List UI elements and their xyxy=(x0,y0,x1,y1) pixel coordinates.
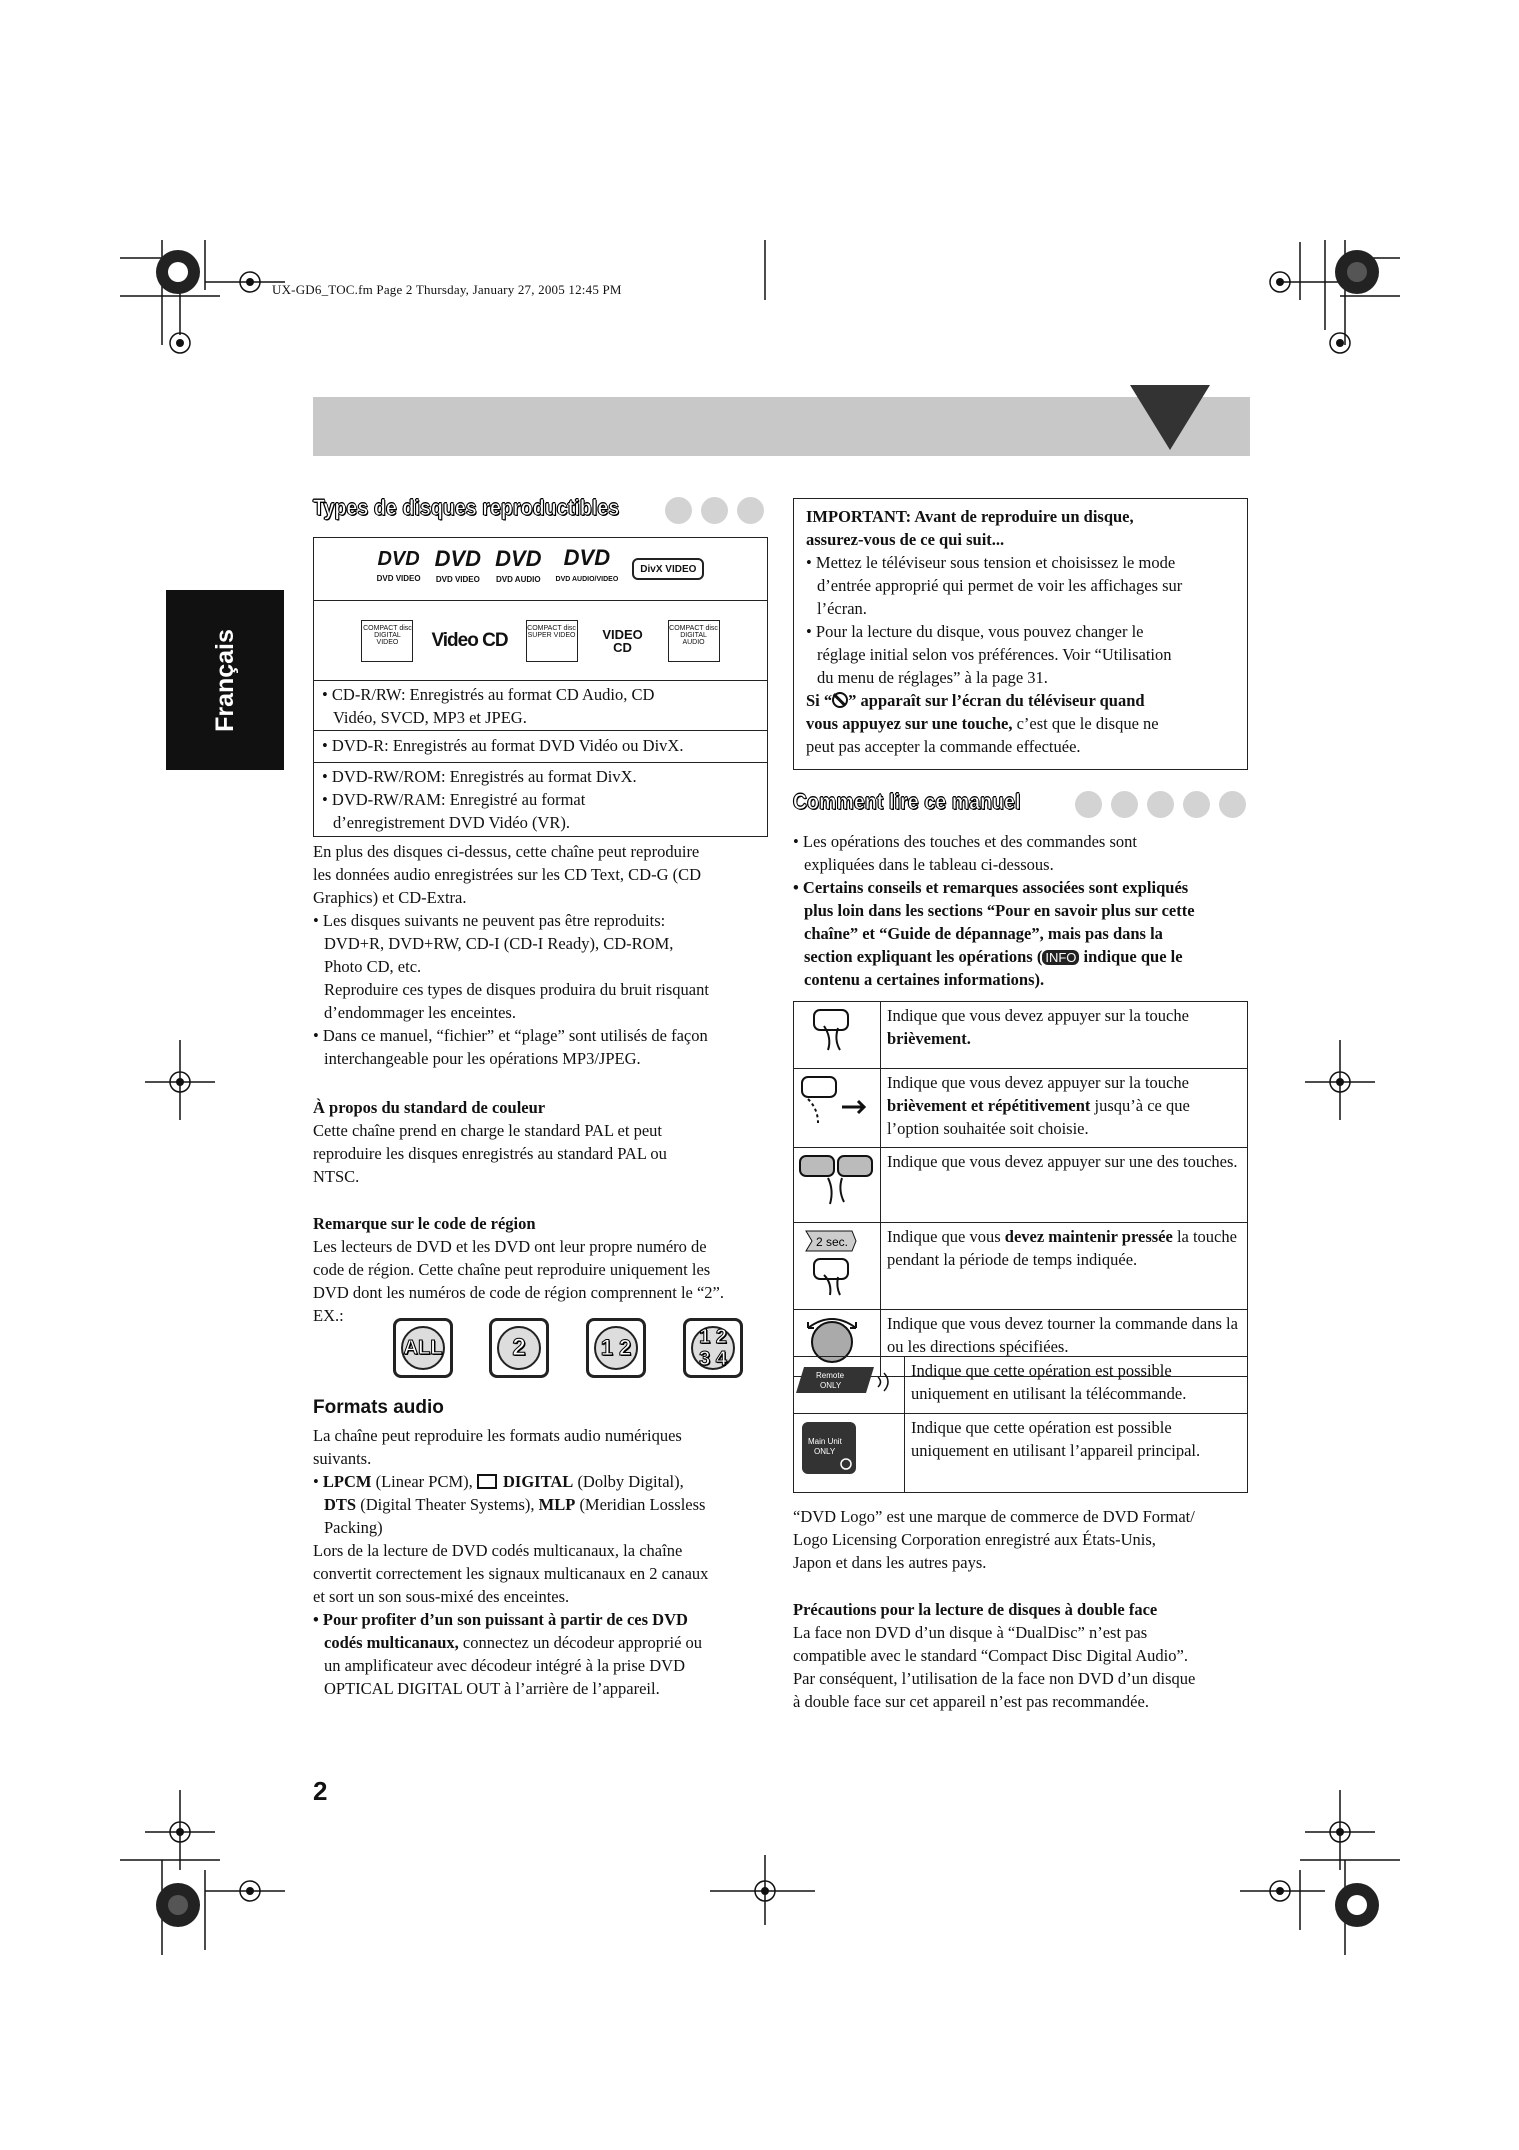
svg-text:Remote: Remote xyxy=(816,1371,845,1380)
manual-intro: • Les opérations des touches et des commandes sont expliquées dans le tableau ci-dessous. • Certains conseils et remarques associées sont expliqués plus loin dans les sections “Pour en savoir plus sur cette chaîne” et “Guide de dépannage”, mais pas dans la section expliquant les opérations ( INFO indique que le contenu a certaines informations). xyxy=(793,832,1195,989)
divx-logo: DivX VIDEO xyxy=(632,558,704,580)
table-row: Remote ONLY Indique que cette opération est possible uniquement en utilisant la télécommande. xyxy=(794,1357,1248,1414)
video-cd-disc-logo: VIDEO CD xyxy=(602,626,643,655)
prohibited-icon xyxy=(832,692,848,708)
cd-digital-audio-logo: COMPACT disc DIGITAL AUDIO xyxy=(668,620,720,662)
dvd-audio-logo: DVD DVD AUDIO xyxy=(495,545,542,584)
remote-only-icon xyxy=(794,1357,904,1407)
remote-main-table xyxy=(793,1356,1248,1493)
svg-text:2 sec.: 2 sec. xyxy=(816,1235,849,1249)
side-tab-language xyxy=(166,590,284,770)
region-1-2-3-4-icon: 1 2 3 4 xyxy=(683,1318,743,1378)
dualdisc-section: Précautions pour la lecture de disques à double face La face non DVD d’un disque à “DualDisc” n’est pas compatible avec le standard “Compact Disc Digital Audio”. Par conséquent, l’utilisation de la face non DVD d’un disque à double face sur cet appareil n’est pas recommandée. xyxy=(793,1600,1196,1711)
table-row: 2 sec. Indique que vous devez maintenir pressée la touche pendant la période de temps indiquée. xyxy=(794,1223,1248,1310)
table-row: Main Unit ONLY Indique que cette opération est possible uniquement en utilisant l’appareil principal. xyxy=(794,1414,1248,1493)
press-icon xyxy=(794,1002,880,1062)
table-row: Indique que vous devez tourner la commande dans la ou les directions spécifiées. xyxy=(794,1310,1248,1377)
cd-digital-video-logo: COMPACT disc DIGITAL VIDEO xyxy=(361,620,413,662)
important-box: IMPORTANT: Avant de reproduire un disque, assurez-vous de ce qui suit... • Mettez le téléviseur sous tension et choisissez le mode d’entrée approprié qui permet de voir les affichages sur l’écran. • Pour la lecture du disque, vous pouvez changer le réglage initial selon vos préférences. Voir “Utilisation du menu de réglages” à la page 31. Si “ ” apparaît sur l’écran du téléviseur quand vous appuyez sur une touche, c’est que le disque ne peut pas accepter la commande effectuée. xyxy=(793,498,1248,770)
disc-types-box xyxy=(313,537,768,837)
press-one-of-icon xyxy=(794,1148,880,1216)
top-band xyxy=(313,397,1250,456)
press-repeat-icon xyxy=(794,1069,880,1141)
cd-super-video-logo: COMPACT disc SUPER VIDEO xyxy=(526,620,578,662)
cd-logos-row xyxy=(314,600,767,680)
color-standard-title: À propos du standard de couleur xyxy=(313,1098,546,1117)
svg-text:Main Unit: Main Unit xyxy=(808,1437,842,1446)
dvd-audio-video-logo: DVD DVD AUDIO/VIDEO xyxy=(555,545,619,583)
audio-formats-title: Formats audio xyxy=(313,1397,444,1418)
disc-row-cdr: • CD-R/RW: Enregistrés au format CD Audio, CD Vidéo, SVCD, MP3 et JPEG. xyxy=(314,680,767,730)
table-row: Indique que vous devez appuyer sur la touche brièvement. xyxy=(794,1002,1248,1069)
hold-icon xyxy=(794,1223,880,1303)
dvd-logos-row xyxy=(314,538,767,600)
region-2-icon: 2 xyxy=(489,1318,549,1378)
main-unit-only-icon xyxy=(794,1414,904,1486)
file-info-line: UX-GD6_TOC.fm Page 2 Thursday, January 27, 2005 12:45 PM xyxy=(272,282,622,297)
region-1-2-icon: 1 2 xyxy=(586,1318,646,1378)
intro-text: En plus des disques ci-dessus, cette chaîne peut reproduire les données audio enregistrées sur les CD Text, CD-G (CD Graphics) et CD-Extra. • Les disques suivants ne peuvent pas être reproduits: DVD+R, DVD+RW, CD-I (CD-I Ready), CD-ROM, Photo CD, etc. Reproduire ces types de disques produira du bruit risquant d’endommager les enceintes. • Dans ce manuel, “fichier” et “plage” sont utilisés de façon interchangeable pour les opérations MP3/JPEG. xyxy=(313,842,709,1068)
region-icons xyxy=(393,1318,753,1384)
dolby-icon xyxy=(477,1474,497,1489)
region-section: Remarque sur le code de région Les lecteurs de DVD et les DVD ont leur propre numéro de code de région. Cette chaîne peut reproduire uniquement les DVD dont les numéros de code de région comprennent le “2”. EX.: xyxy=(313,1214,724,1325)
types-heading-row xyxy=(313,495,768,531)
dvd-video-logo-2: DVD DVD VIDEO xyxy=(434,545,482,584)
info-badge: INFO xyxy=(1042,950,1079,965)
operations-table xyxy=(793,1001,1248,1377)
video-cd-logo: Video CD xyxy=(431,629,508,651)
disc-row-dvdrw: • DVD-RW/ROM: Enregistrés au format DivX. • DVD-RW/RAM: Enregistré au format d’enregistrement DVD Vidéo (VR). xyxy=(314,762,767,836)
table-row: Indique que vous devez appuyer sur une des touches. xyxy=(794,1148,1248,1223)
color-standard-section: À propos du standard de couleur Cette chaîne prend en charge le standard PAL et peut reproduire les disques enregistrés au standard PAL ou NTSC. xyxy=(313,1098,667,1186)
audio-formats-heading xyxy=(313,1397,444,1419)
table-row: Indique que vous devez appuyer sur la touche brièvement et répétitivement jusqu’à ce que l’option souhaitée soit choisie. xyxy=(794,1069,1248,1148)
audio-formats-text: La chaîne peut reproduire les formats audio numériques suivants. • LPCM (Linear PCM), DIGITAL (Dolby Digital), DTS (Digital Theater Systems), MLP (Meridian Lossless Packing) Lors de la lecture de DVD codés multicanaux, la chaîne convertit correctement les signaux multicanaux en 2 canaux et sort un son sous-mixé des enceintes. • Pour profiter d’un son puissant à partir de ces DVD codés multicanaux, connectez un décodeur approprié ou un amplificateur avec décodeur intégré à la prise DVD OPTICAL DIGITAL OUT à l’arrière de l’appareil. xyxy=(313,1426,709,1698)
svg-text:ONLY: ONLY xyxy=(820,1381,842,1390)
types-heading: Types de disques reproductibles xyxy=(313,495,620,520)
manual-heading-row xyxy=(793,789,1248,825)
side-tab-label: Français xyxy=(210,628,239,732)
dvd-logo-trademark: “DVD Logo” est une marque de commerce de DVD Format/ Logo Licensing Corporation enregistré aux États-Unis, Japon et dans les autres pays. xyxy=(793,1507,1195,1572)
svg-text:ONLY: ONLY xyxy=(814,1447,836,1456)
arrow-down-icon xyxy=(1130,385,1250,457)
dualdisc-title: Précautions pour la lecture de disques à double face xyxy=(793,1600,1158,1619)
manual-heading: Comment lire ce manuel xyxy=(793,789,1021,814)
disc-row-dvdr: • DVD-R: Enregistrés au format DVD Vidéo ou DivX. xyxy=(314,730,767,762)
page-number: 2 xyxy=(313,1776,328,1806)
dvd-video-logo: DVD DVD VIDEO xyxy=(376,548,421,583)
region-title: Remarque sur le code de région xyxy=(313,1214,536,1233)
region-all-icon: ALL xyxy=(393,1318,453,1378)
